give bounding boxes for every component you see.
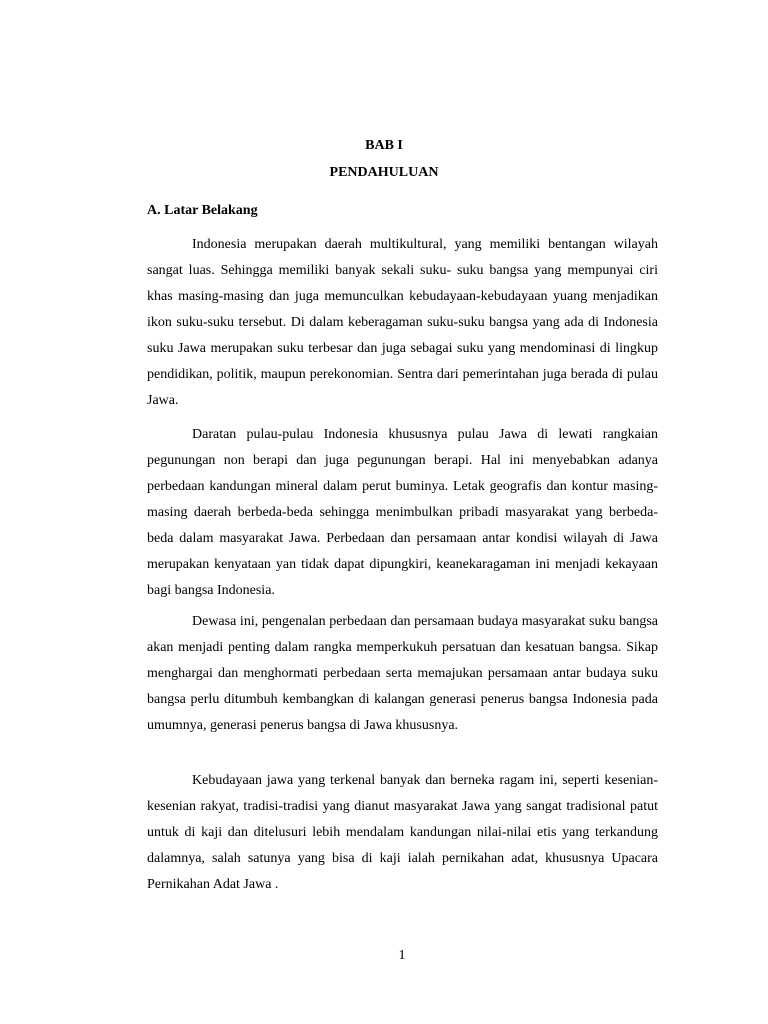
section-heading: A. Latar Belakang: [147, 203, 258, 218]
paragraph-3: Dewasa ini, pengenalan perbedaan dan persamaan budaya masyarakat suku bangsa akan menjadi penting dalam rangka memperkukuh persatuan dan kesatuan bangsa. Sikap menghargai dan menghormati perbedaan serta memajukan persamaan antar budaya suku bangsa perlu ditumbuh kembangkan di kalangan generasi penerus bangsa Indonesia pada umumnya, generasi penerus bangsa di Jawa khususnya.: [147, 614, 658, 733]
chapter-title: PENDAHULUAN: [329, 165, 439, 180]
paragraph-1: Indonesia merupakan daerah multikultural, yang memiliki bentangan wilayah sangat luas. Sehingga memiliki banyak sekali suku- suku bangsa yang mempunyai ciri khas masing-masing dan juga memunculkan kebudayaan-kebudayaan yuang menjadikan ikon suku-suku tersebut. Di dalam keberagaman suku-suku bangsa yang ada di Indonesia suku Jawa merupakan suku terbesar dan juga sebagai suku yang mendominasi di lingkup pendidikan, politik, maupun perekonomian. Sentra dari pemerintahan juga berada di pulau Jawa.: [147, 237, 658, 408]
paragraph-4: Kebudayaan jawa yang terkenal banyak dan berneka ragam ini, seperti kesenian-kesenian rakyat, tradisi-tradisi yang dianut masyarakat Jawa yang sangat tradisional patut untuk di kaji dan ditelusuri lebih mendalam kandungan nilai-nilai etis yang terkandung dalamnya, salah satunya yang bisa di kaji ialah pernikahan adat, khususnya Upacara Pernikahan Adat Jawa .: [147, 773, 658, 892]
paragraph-2: Daratan pulau-pulau Indonesia khususnya pulau Jawa di lewati rangkaian pegunungan non berapi dan juga pegunungan berapi. Hal ini menyebabkan adanya perbedaan kandungan mineral dalam perut buminya. Letak geografis dan kontur masing-masing daerah berbeda-beda sehingga menimbulkan pribadi masyarakat yang berbeda-beda dalam masyarakat Jawa. Perbedaan dan persamaan antar kondisi wilayah di Jawa merupakan kenyataan yan tidak dapat dipungkiri, keanekaragaman ini menjadi kekayaan bagi bangsa Indonesia.: [147, 427, 658, 598]
page-number: 1: [398, 948, 406, 963]
chapter-label: BAB I: [365, 138, 403, 153]
